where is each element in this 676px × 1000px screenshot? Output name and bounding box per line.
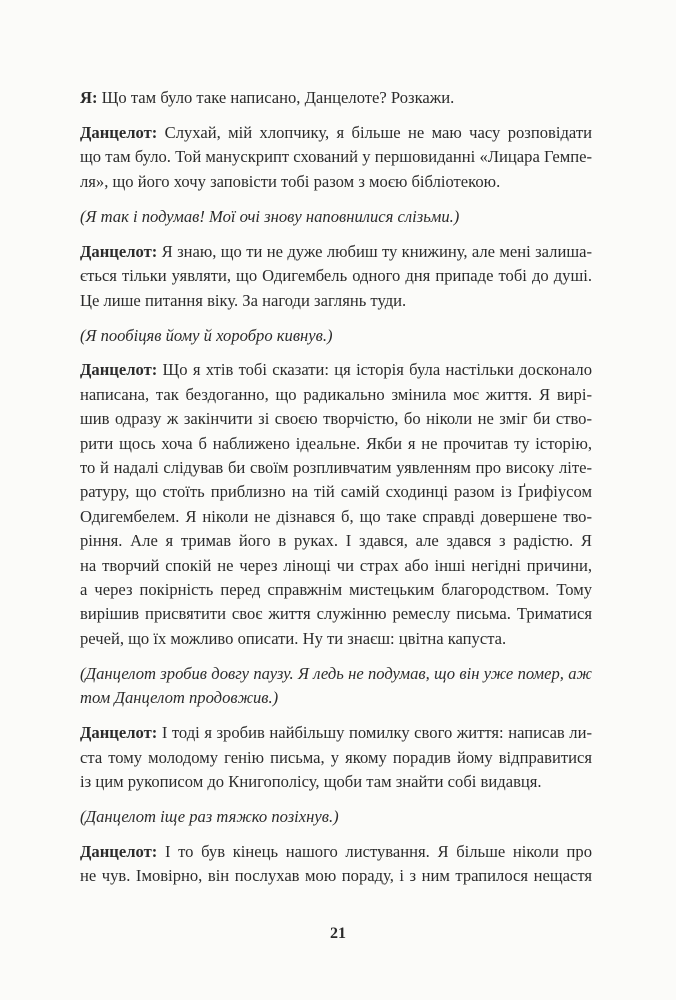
stage-direction <box>80 805 592 829</box>
dialogue-paragraph <box>80 121 592 194</box>
dialogue-paragraph <box>80 840 592 889</box>
line-text: речей, що їх можливо описати. Ну ти знаєш: цвітна капуста. <box>80 628 507 648</box>
line-text: вирішив присвятити своє життя служінню ремеслу письма. Триматися <box>80 604 592 624</box>
line-text: на творчий спокій не через лінощі чи страх або інші негідні причини, <box>80 555 592 575</box>
speaker-name: Данцелот: <box>80 841 158 861</box>
line-text: ється тільки уявляти, що Одигембель одного дня припаде тобі до душі. <box>80 266 592 286</box>
text-line <box>80 662 592 686</box>
speaker-name: Данцелот: <box>80 723 158 743</box>
stage-direction <box>80 205 592 229</box>
text-line <box>80 358 592 382</box>
stage-direction <box>80 324 592 348</box>
text-line <box>80 205 592 229</box>
line-text: Що я хтів тобі сказати: ця історія була настільки досконало <box>162 360 592 380</box>
text-line <box>80 324 592 348</box>
line-text: (Я пообіцяв йому й хоробро кивнув.) <box>80 325 333 345</box>
book-page-body <box>80 86 592 899</box>
page-number: 21 <box>330 925 346 942</box>
line-text: рити щось хоча б наближено ідеальне. Якби я не прочитав ту історію, <box>80 433 592 453</box>
text-line <box>80 864 592 888</box>
line-text: том Данцелот продовжив.) <box>80 688 279 708</box>
line-text: Це лише питання віку. За нагоди заглянь туди. <box>80 290 407 310</box>
text-line <box>80 578 592 602</box>
line-text: ста тому молодому генію письма, у якому порадив йому відправитися <box>80 747 592 767</box>
line-text: ля», що його хочу заповісти тобі разом з моєю бібліотекою. <box>80 171 501 191</box>
line-text: Слухай, мій хлопчику, я більше не маю часу розповідати <box>164 122 592 142</box>
text-line <box>80 86 592 110</box>
line-text: Я знаю, що ти не дуже любиш ту книжину, але мені залиша- <box>161 241 592 261</box>
text-line <box>80 602 592 626</box>
text-line <box>80 432 592 456</box>
text-line <box>80 529 592 553</box>
dialogue-paragraph <box>80 240 592 313</box>
speaker-name: Данцелот: <box>80 122 158 142</box>
line-text: (Данцелот зробив довгу паузу. Я ледь не подумав, що він уже помер, аж <box>80 663 592 683</box>
line-text: що там було. Той манускрипт схований у першовиданні «Лицара Гемпе- <box>80 147 592 167</box>
line-text: І тоді я зробив найбільшу помилку свого життя: написав ли- <box>161 723 592 743</box>
line-text: Одигембелем. Я ніколи не дізнався б, що таке справді довершене тво- <box>80 506 592 526</box>
line-text: (Данцелот іще раз тяжко позіхнув.) <box>80 806 339 826</box>
text-line <box>80 627 592 651</box>
dialogue-paragraph <box>80 721 592 794</box>
speaker-name: Данцелот: <box>80 360 158 380</box>
stage-direction <box>80 662 592 711</box>
text-line <box>80 121 592 145</box>
text-line <box>80 480 592 504</box>
line-text: із цим рукописом до Книгополісу, щоби там знайти собі видавця. <box>80 771 542 791</box>
text-line <box>80 505 592 529</box>
text-line <box>80 746 592 770</box>
line-text: (Я так і подумав! Мої очі знову наповнилися слізьми.) <box>80 206 460 226</box>
text-line <box>80 554 592 578</box>
text-line <box>80 289 592 313</box>
line-text: а через покірність перед справжнім мистецьким благородством. Тому <box>80 580 592 599</box>
line-text: то й надалі слідував би своїм розпливчатим уявленням про високу літе- <box>80 458 592 478</box>
text-line <box>80 721 592 745</box>
text-line <box>80 770 592 794</box>
text-line <box>80 456 592 480</box>
line-text: ріння. Але я тримав його в руках. І здався, але здався з радістю. Я <box>80 531 592 551</box>
text-line <box>80 686 592 710</box>
text-line <box>80 840 592 864</box>
line-text: не чув. Імовірно, він послухав мою пораду, і з ним трапилося нещастя <box>80 866 592 886</box>
line-text: ратуру, що стоїть приблизно на тій самій сходинці разом із Ґрифіусом <box>80 482 592 502</box>
speaker-name: Я: <box>80 88 98 107</box>
dialogue-paragraph <box>80 86 592 110</box>
text-line <box>80 145 592 169</box>
text-line <box>80 383 592 407</box>
speaker-name: Данцелот: <box>80 241 158 261</box>
text-line <box>80 805 592 829</box>
text-line <box>80 170 592 194</box>
line-text: написана, так бездоганно, що радикально змінила моє життя. Я вирі- <box>80 384 592 404</box>
line-text: Що там було таке написано, Данцелоте? Розкажи. <box>101 88 455 107</box>
line-text: шив одразу ж закінчити зі своєю творчістю, бо ніколи не зміг би ство- <box>80 409 592 429</box>
text-line <box>80 264 592 288</box>
line-text: І то був кінець нашого листування. Я більше ніколи про <box>164 841 592 861</box>
dialogue-paragraph <box>80 358 592 651</box>
text-line <box>80 407 592 431</box>
text-line <box>80 240 592 264</box>
